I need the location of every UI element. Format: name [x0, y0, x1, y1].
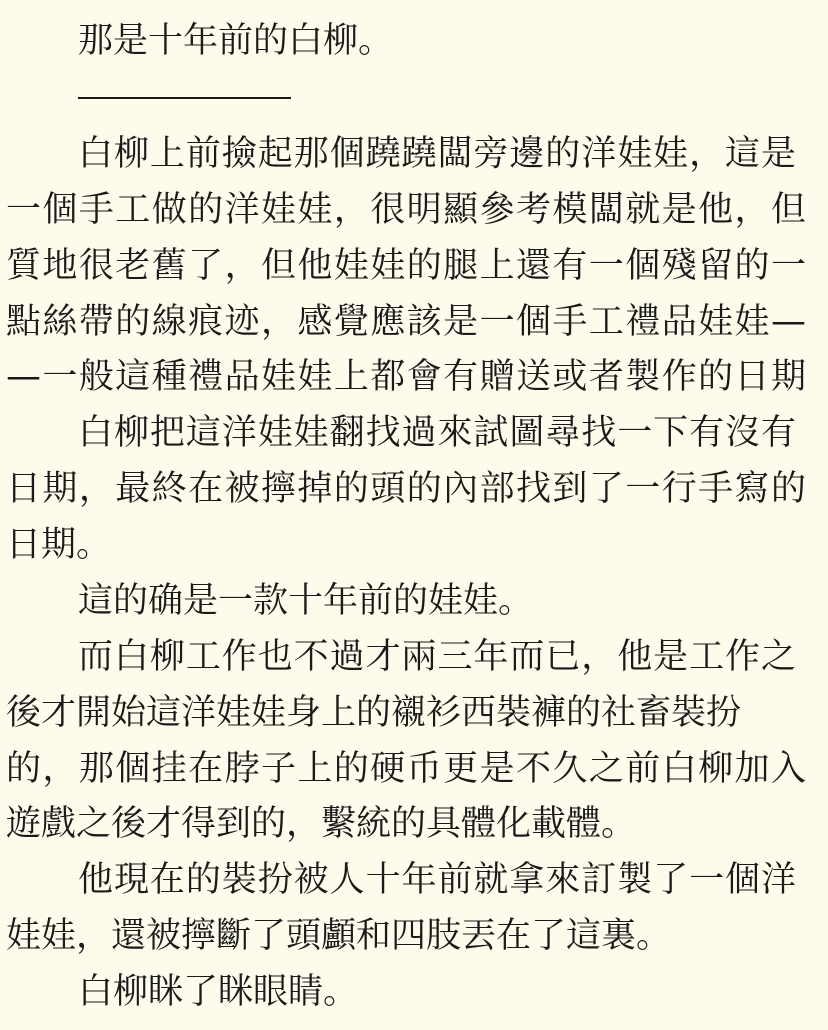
text-line: 白柳把這洋娃娃翻找過來試圖尋找一下有沒有 — [78, 413, 796, 453]
text-line: 一個手工做的洋娃娃，很明顯參考模闆就是他，但 — [6, 190, 806, 230]
text-line: 而白柳工作也不過才兩三年而已，他是工作之 — [78, 637, 796, 677]
text-line: 的，那個挂在脖子上的硬币更是不久之前白柳加入 — [6, 749, 806, 789]
text-line: 後才開始這洋娃娃身上的襯衫西裝褲的社畜裝扮 — [6, 693, 742, 733]
text-line: 日期。 — [6, 525, 112, 565]
text-line: 質地很老舊了，但他娃娃的腿上還有一個殘留的一 — [6, 246, 806, 286]
text-line: 他現在的裝扮被人十年前就拿來訂製了一個洋 — [78, 860, 796, 900]
text-line: 那是十年前的白柳。 — [78, 21, 394, 61]
text-line: 娃娃，還被擰斷了頭顱和四肢丟在了這裏。 — [6, 916, 672, 956]
section-divider — [78, 97, 291, 99]
text-line: 點絲帶的線痕迹，感覺應該是一個手工禮品娃娃— — [6, 302, 806, 342]
text-line: 白柳眯了眯眼睛。 — [78, 972, 359, 1012]
text-line: 日期，最終在被擰掉的頭的內部找到了一行手寫的 — [6, 469, 806, 509]
text-line: 這的确是一款十年前的娃娃。 — [78, 581, 534, 621]
text-line: 白柳上前撿起那個蹺蹺闆旁邊的洋娃娃，這是 — [78, 134, 796, 174]
text-line: 遊戲之後才得到的，繫統的具體化載體。 — [6, 804, 637, 844]
text-line: —一般這種禮品娃娃上都會有贈送或者製作的日期 — [6, 357, 806, 397]
